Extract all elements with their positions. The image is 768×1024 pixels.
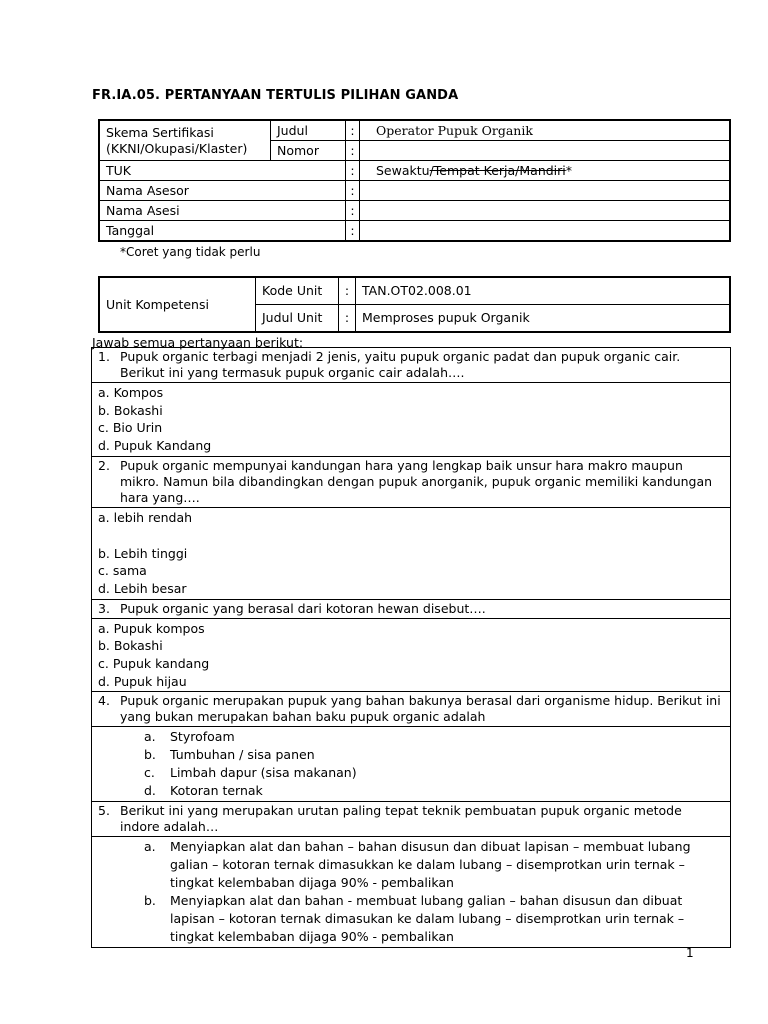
question-text: Berikut ini yang merupakan urutan paling tepat teknik pembuatan pupuk organic metode indore adalah…	[120, 803, 682, 835]
option: c. Bio Urin	[98, 420, 163, 436]
option-letter: a.	[144, 839, 156, 855]
option-text: Menyiapkan alat dan bahan – bahan disusun dan dibuat lapisan – membuat lubang galian – kotoran ternak dimasukkan ke dalam lubang – disemprotkan urin ternak – tingkat kelembaban dijaga 90% - pembalikan	[170, 839, 691, 891]
colon: :	[346, 181, 360, 201]
option	[98, 892, 723, 946]
options-cell	[92, 507, 731, 599]
question-cell	[92, 348, 731, 383]
options-cell	[92, 837, 731, 948]
unit-label: Unit Kompetensi	[99, 277, 256, 332]
question-number: 4.	[98, 693, 110, 709]
options-cell	[92, 383, 731, 457]
question-text: Pupuk organic terbagi menjadi 2 jenis, yaitu pupuk organic padat dan pupuk organic cair. Berikut ini yang termasuk pupuk organic cair adalah….	[120, 349, 681, 380]
strike-note: *Coret yang tidak perlu	[120, 245, 261, 259]
option: d. Lebih besar	[98, 580, 187, 596]
colon: :	[346, 201, 360, 221]
options-cell	[92, 727, 731, 802]
option: d. Pupuk Kandang	[98, 438, 212, 454]
option: a. lebih rendah	[98, 509, 193, 525]
asesi-value	[360, 201, 731, 221]
document-title: FR.IA.05. PERTANYAAN TERTULIS PILIHAN GANDA	[92, 88, 459, 103]
option-letter: a.	[144, 729, 156, 745]
option-text: Styrofoam	[170, 729, 235, 745]
asesor-label: Nama Asesor	[99, 181, 346, 201]
judul-unit-value: Memproses pupuk Organik	[356, 305, 731, 333]
question-cell	[92, 802, 731, 837]
option-letter: b.	[144, 893, 156, 909]
questions-table	[91, 347, 731, 948]
option-letter: c.	[144, 765, 155, 781]
options-cell	[92, 618, 731, 692]
judul-label: Judul	[271, 120, 346, 141]
colon: :	[346, 141, 360, 161]
colon: :	[346, 221, 360, 242]
colon: :	[339, 277, 356, 305]
option: a. Kompos	[98, 385, 164, 400]
asesor-value	[360, 181, 731, 201]
skema-label-cell	[99, 120, 271, 161]
option-text: Tumbuhan / sisa panen	[170, 747, 315, 763]
option: b. Bokashi	[98, 638, 163, 654]
question-cell	[92, 456, 731, 507]
nomor-label: Nomor	[271, 141, 346, 161]
skema-label: Skema Sertifikasi (KKNI/Okupasi/Klaster)	[106, 124, 248, 156]
question-number: 5.	[98, 803, 110, 819]
tuk-value-struck: /Tempat Kerja/Mandiri	[429, 162, 566, 178]
option: d. Pupuk hijau	[98, 673, 187, 689]
unit-competency-table	[98, 276, 731, 333]
option: c. sama	[98, 563, 147, 579]
question-number: 2.	[98, 457, 110, 473]
option: b. Bokashi	[98, 402, 163, 418]
judul-unit-label: Judul Unit	[256, 305, 339, 333]
option	[98, 782, 723, 800]
question-number: 3.	[98, 600, 110, 616]
instruction-text: Jawab semua pertanyaan berikut:	[92, 335, 304, 350]
option-text: Menyiapkan alat dan bahan - membuat lubang galian – bahan disusun dan dibuat lapisan – kotoran ternak dimasukan ke dalam lubang – disemprotkan urin ternak – tingkat kelembaban dijaga 90% - pembalikan	[170, 893, 685, 945]
judul-value: Operator Pupuk Organik	[360, 120, 731, 141]
nomor-value	[360, 141, 731, 161]
question-text: Pupuk organic merupakan pupuk yang bahan bakunya berasal dari organisme hidup. Berikut ini yang bukan merupakan bahan baku pupuk organic adalah	[120, 693, 721, 725]
page-number: 1	[686, 946, 694, 960]
scheme-info-table	[98, 119, 731, 242]
question-text: Pupuk organic mempunyai kandungan hara yang lengkap baik unsur hara makro maupun mikro. Namun bila dibandingkan dengan pupuk anorganik, pupuk organic memiliki kandungan hara yang….	[120, 457, 713, 505]
tanggal-value	[360, 221, 731, 242]
question-cell	[92, 599, 731, 618]
question-cell	[92, 692, 731, 727]
tuk-value-suffix: *	[565, 162, 573, 178]
option: c. Pupuk kandang	[98, 656, 210, 672]
colon: :	[346, 120, 360, 141]
tanggal-label: Tanggal	[99, 221, 346, 242]
question-text: Pupuk organic yang berasal dari kotoran hewan disebut….	[120, 600, 486, 616]
tuk-value	[360, 161, 731, 181]
tuk-label: TUK	[99, 161, 346, 181]
kode-unit-value: TAN.OT02.008.01	[356, 277, 731, 305]
asesi-label: Nama Asesi	[99, 201, 346, 221]
tuk-value-plain: Sewaktu	[376, 162, 430, 178]
option: b. Lebih tinggi	[98, 545, 188, 561]
question-number: 1.	[98, 349, 110, 364]
option-letter: d.	[144, 783, 156, 799]
colon: :	[339, 305, 356, 333]
option	[98, 728, 723, 746]
option	[98, 838, 723, 892]
option-text: Limbah dapur (sisa makanan)	[170, 765, 357, 781]
option-text: Kotoran ternak	[170, 783, 263, 799]
option	[98, 746, 723, 764]
option-letter: b.	[144, 747, 156, 763]
option	[98, 764, 723, 782]
colon: :	[346, 161, 360, 181]
option: a. Pupuk kompos	[98, 620, 205, 636]
kode-unit-label: Kode Unit	[256, 277, 339, 305]
